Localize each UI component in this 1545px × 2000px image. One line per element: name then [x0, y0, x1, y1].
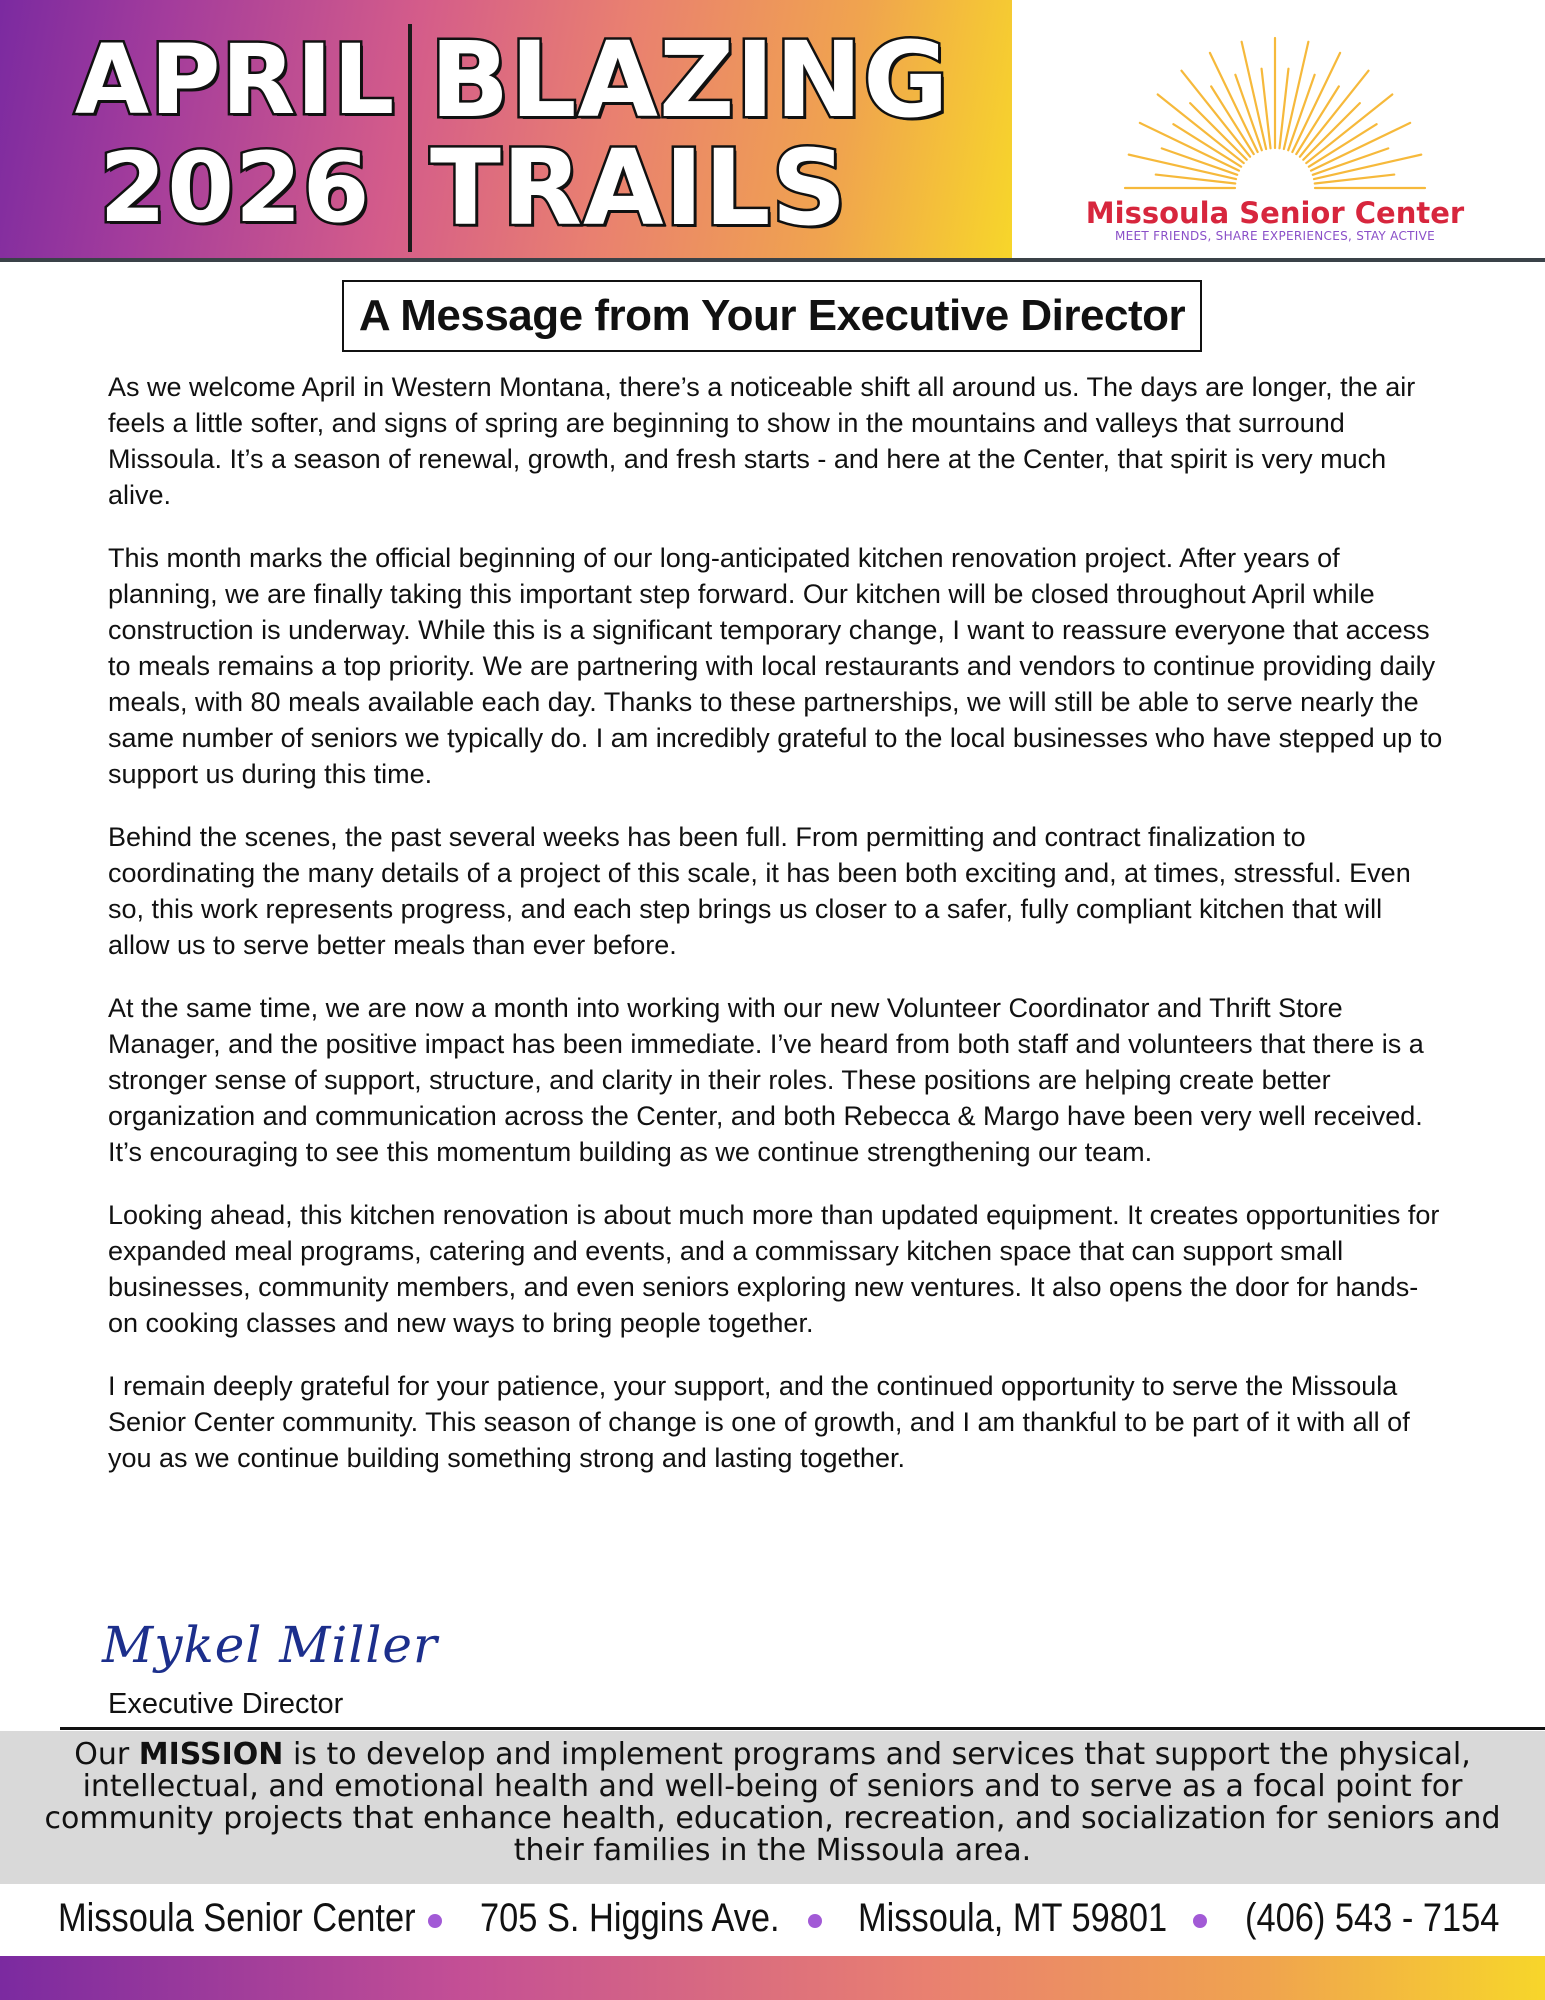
sunburst-icon	[1090, 28, 1460, 193]
sun-ray	[1314, 155, 1421, 179]
footer-address: 705 S. Higgins Ave.	[480, 1896, 780, 1940]
mission-prefix: Our	[74, 1737, 139, 1772]
issue-theme	[430, 19, 950, 249]
title-divider	[408, 24, 412, 252]
logo-tagline: MEET FRIENDS, SHARE EXPERIENCES, STAY ACTIVE	[1114, 229, 1435, 243]
footer-city: Missoula, MT 59801	[858, 1896, 1168, 1940]
message-paragraph: At the same time, we are now a month into working with our new Volunteer Coordinator and Thrift Store Manager, and the positive impact has been immediate. I’ve heard from both staff and volunteers that there is a stronger sense of support, structure, and clarity in their roles. These positions are helping create better organization and communication across the Center, and both Rebecca & Margo have been very well received. It’s encouraging to see this momentum building as we continue strengthening our team.	[108, 993, 1424, 1167]
mission-statement	[0, 1731, 1545, 1884]
sun-ray	[1242, 42, 1266, 149]
message-paragraph: Looking ahead, this kitchen renovation is about much more than updated equipment. It creates opportunities for expanded meal programs, catering and events, and a commissary kitchen space that can support small businesses, community members, and even seniors exploring new ventures. It also opens the door for hands-on cooking classes and new ways to bring people together.	[108, 1200, 1440, 1338]
title-banner	[0, 0, 1012, 258]
footer-phone: (406) 543 - 7154	[1245, 1896, 1500, 1940]
footer-org: Missoula Senior Center	[58, 1896, 416, 1940]
message-paragraph: I remain deeply grateful for your patience, your support, and the continued opportunity to serve the Missoula Senior Center community. This season of change is one of growth, and I am thankful to be part of it with all of you as we continue building something strong and lasting together.	[108, 1371, 1410, 1473]
message-paragraph: This month marks the official beginning of our long-anticipated kitchen renovation project. After years of planning, we are finally taking this important step forward. Our kitchen will be closed throughout April while construction is underway. While this is a significant temporary change, I want to reassure everyone that access to meals remains a top priority. We are partnering with local restaurants and vendors to continue providing daily meals, with 80 meals available each day. Thanks to these partnerships, we will still be able to serve nearly the same number of seniors we typically do. I am incredibly grateful to the local businesses who have stepped up to support us during this time.	[108, 543, 1443, 789]
message-paragraph: As we welcome April in Western Montana, there’s a noticeable shift all around us. The days are longer, the air feels a little softer, and signs of spring are beginning to show in the mountains and valleys that surround Missoula. It’s a season of renewal, growth, and fresh starts - and here at the Center, that spirit is very much alive.	[108, 372, 1416, 510]
message-paragraph: Behind the scenes, the past several weeks has been full. From permitting and contract finalization to coordinating the many details of a project of this scale, it has been both exciting and, at times, stressful. Even so, this work represents progress, and each step brings us closer to a safer, fully compliant kitchen that will allow us to serve better meals than ever before.	[108, 822, 1411, 960]
issue-date	[70, 26, 400, 242]
logo-name: Missoula Senior Center	[1085, 196, 1465, 230]
mission-body: is to develop and implement programs and services that support the physical, intellectual, and emotional health and well-being of seniors and to serve as a focal point for community projects that enhance health, education, recreation, and socialization for seniors and their families in the Missoula area.	[44, 1737, 1501, 1868]
issue-month: APRIL	[74, 24, 396, 136]
theme-line-2: TRAILS	[430, 127, 848, 249]
contact-footer	[0, 1884, 1545, 1956]
signer-title: Executive Director	[108, 1688, 344, 1720]
bullet-dot-icon	[1193, 1914, 1207, 1928]
message-body	[108, 369, 1448, 1503]
mission-keyword: MISSION	[138, 1737, 284, 1772]
director-signature: Mykel Miller	[102, 1616, 438, 1674]
sun-ray	[1129, 155, 1236, 179]
bullet-dot-icon	[428, 1914, 442, 1928]
theme-line-1: BLAZING	[430, 19, 950, 141]
logo	[1012, 0, 1545, 258]
issue-year: 2026	[99, 132, 371, 244]
newsletter-header	[0, 0, 1545, 262]
bullet-dot-icon	[808, 1914, 822, 1928]
mission-divider	[60, 1727, 1545, 1730]
sun-ray	[1284, 42, 1308, 149]
mission-text	[20, 1739, 1525, 1867]
message-heading: A Message from Your Executive Director	[342, 280, 1202, 352]
bottom-gradient-bar	[0, 1956, 1545, 2000]
